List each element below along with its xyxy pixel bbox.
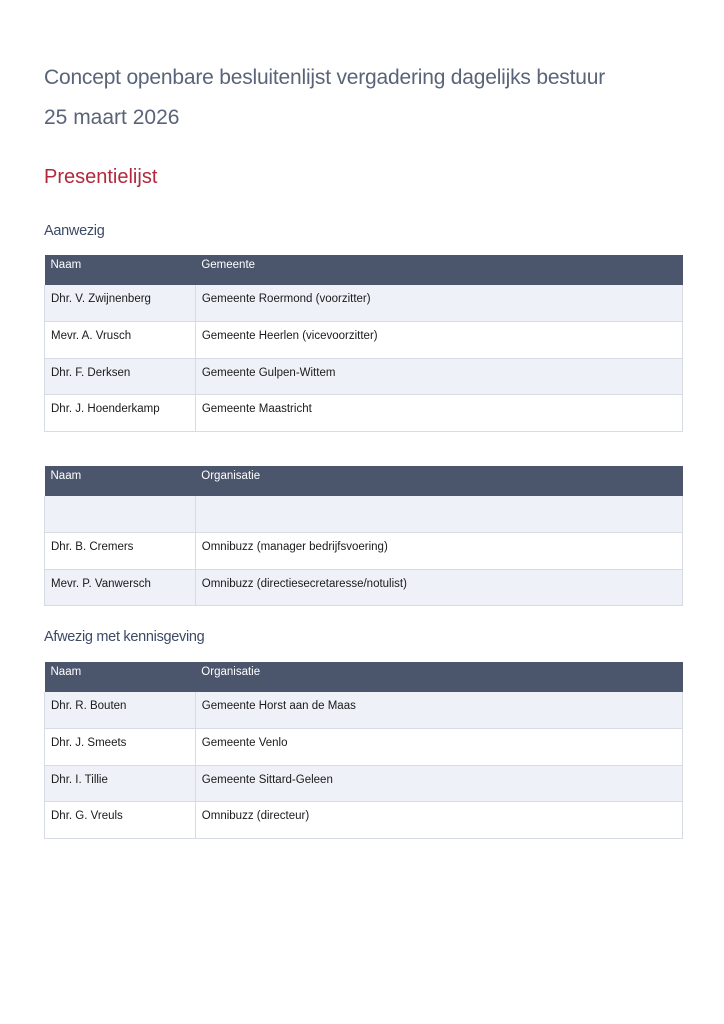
table-row: [45, 322, 683, 359]
cell-naam: Dhr. J. Hoenderkamp: [45, 395, 196, 432]
table-aanwezig-gemeenten: [44, 255, 683, 432]
column-header-naam: Naam: [45, 466, 196, 496]
table-row: [45, 358, 683, 395]
table-row: [45, 802, 683, 839]
subheading-aanwezig: Aanwezig: [44, 223, 105, 239]
table-row: [45, 729, 683, 766]
column-header-organisatie: Organisatie: [195, 466, 682, 496]
cell-naam: Dhr. I. Tillie: [45, 765, 196, 802]
document-title: Concept openbare besluitenlijst vergadering dagelijks bestuur: [44, 66, 605, 89]
cell-organisatie: Gemeente Sittard-Geleen: [195, 765, 682, 802]
table-row: [45, 692, 683, 729]
section-title-presentielijst: Presentielijst: [44, 166, 158, 188]
cell-naam: Dhr. F. Derksen: [45, 358, 196, 395]
cell-naam: Dhr. J. Smeets: [45, 729, 196, 766]
cell-organisatie: Gemeente Venlo: [195, 729, 682, 766]
table-row: [45, 533, 683, 570]
table-header-row: [45, 662, 683, 692]
cell-naam: Mevr. P. Vanwersch: [45, 569, 196, 606]
cell-organisatie: [195, 496, 682, 533]
cell-gemeente: Gemeente Roermond (voorzitter): [195, 285, 682, 322]
cell-naam: Dhr. R. Bouten: [45, 692, 196, 729]
cell-organisatie: Omnibuzz (directeur): [195, 802, 682, 839]
cell-gemeente: Gemeente Maastricht: [195, 395, 682, 432]
table-header-row: [45, 255, 683, 285]
cell-naam: Dhr. V. Zwijnenberg: [45, 285, 196, 322]
table-aanwezig-organisatie: [44, 466, 683, 606]
cell-organisatie: Omnibuzz (manager bedrijfsvoering): [195, 533, 682, 570]
cell-organisatie: Omnibuzz (directiesecretaresse/notulist): [195, 569, 682, 606]
cell-naam: Mevr. A. Vrusch: [45, 322, 196, 359]
table-afwezig: [44, 662, 683, 839]
cell-gemeente: Gemeente Heerlen (vicevoorzitter): [195, 322, 682, 359]
column-header-gemeente: Gemeente: [195, 255, 682, 285]
cell-gemeente: Gemeente Gulpen-Wittem: [195, 358, 682, 395]
column-header-organisatie: Organisatie: [195, 662, 682, 692]
cell-naam: Dhr. G. Vreuls: [45, 802, 196, 839]
table-row: [45, 395, 683, 432]
cell-naam: Dhr. B. Cremers: [45, 533, 196, 570]
table-row: [45, 285, 683, 322]
cell-naam: [45, 496, 196, 533]
column-header-naam: Naam: [45, 255, 196, 285]
table-header-row: [45, 466, 683, 496]
table-row: [45, 765, 683, 802]
subheading-afwezig: Afwezig met kennisgeving: [44, 629, 205, 645]
table-row: [45, 569, 683, 606]
column-header-naam: Naam: [45, 662, 196, 692]
table-row: [45, 496, 683, 533]
meeting-date: 25 maart 2026: [44, 106, 180, 129]
cell-organisatie: Gemeente Horst aan de Maas: [195, 692, 682, 729]
